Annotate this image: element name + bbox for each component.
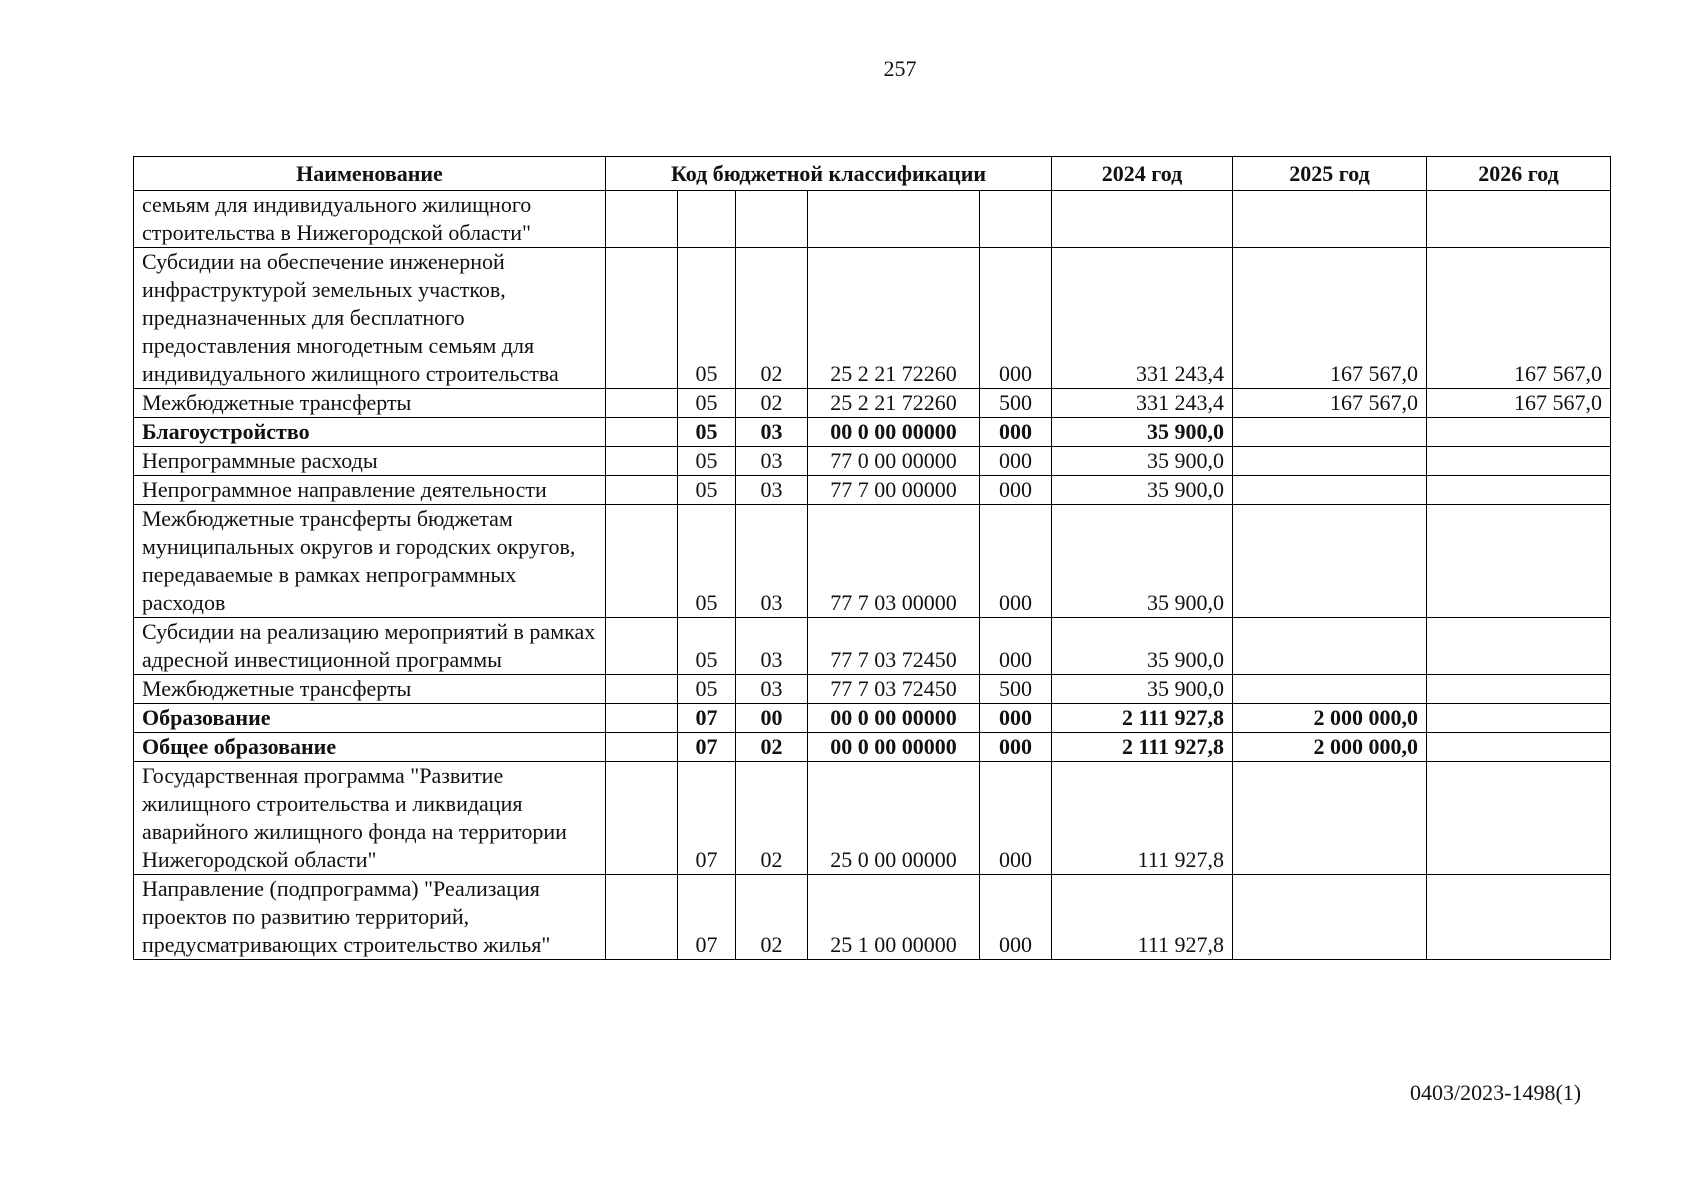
table-row: [134, 476, 1611, 505]
cell-2026: [1427, 191, 1611, 248]
cell-2024: 35 900,0: [1052, 505, 1233, 618]
cell-blank: [606, 762, 678, 875]
cell-section: 07: [678, 704, 736, 733]
cell-expense-type: 000: [980, 762, 1052, 875]
cell-name: Субсидии на реализацию мероприятий в рамках адресной инвестиционной программы: [134, 618, 606, 675]
cell-name: Благоустройство: [134, 418, 606, 447]
cell-2025: 167 567,0: [1233, 248, 1427, 389]
table-row: [134, 875, 1611, 960]
cell-2025: 2 000 000,0: [1233, 733, 1427, 762]
table-header-row: [134, 157, 1611, 191]
cell-subsection: 03: [736, 447, 808, 476]
cell-2026: [1427, 675, 1611, 704]
cell-2024: 35 900,0: [1052, 447, 1233, 476]
cell-target-article: 25 2 21 72260: [808, 248, 980, 389]
cell-name: Непрограммное направление деятельности: [134, 476, 606, 505]
cell-2026: [1427, 762, 1611, 875]
cell-blank: [606, 704, 678, 733]
cell-expense-type: 000: [980, 875, 1052, 960]
cell-2024: 2 111 927,8: [1052, 733, 1233, 762]
header-code: Код бюджетной классификации: [606, 157, 1052, 191]
cell-blank: [606, 389, 678, 418]
cell-expense-type: 000: [980, 704, 1052, 733]
cell-name: Общее образование: [134, 733, 606, 762]
cell-expense-type: 000: [980, 476, 1052, 505]
table-row: [134, 191, 1611, 248]
cell-section: 05: [678, 418, 736, 447]
cell-subsection: 03: [736, 675, 808, 704]
cell-section: 05: [678, 389, 736, 418]
cell-expense-type: 000: [980, 418, 1052, 447]
cell-2026: [1427, 618, 1611, 675]
cell-subsection: 02: [736, 733, 808, 762]
cell-subsection: 02: [736, 762, 808, 875]
cell-name: семьям для индивидуального жилищного строительства в Нижегородской области": [134, 191, 606, 248]
table-row: [134, 762, 1611, 875]
cell-target-article: 77 7 03 72450: [808, 675, 980, 704]
header-name: Наименование: [134, 157, 606, 191]
cell-section: [678, 191, 736, 248]
cell-2024: 111 927,8: [1052, 762, 1233, 875]
cell-expense-type: 000: [980, 618, 1052, 675]
document-code: 0403/2023-1498(1): [1410, 1080, 1582, 1105]
cell-section: 05: [678, 618, 736, 675]
cell-2025: 167 567,0: [1233, 389, 1427, 418]
cell-subsection: 03: [736, 505, 808, 618]
cell-2025: [1233, 762, 1427, 875]
cell-subsection: 03: [736, 618, 808, 675]
cell-2026: [1427, 875, 1611, 960]
cell-name: Образование: [134, 704, 606, 733]
cell-2025: [1233, 447, 1427, 476]
cell-2026: 167 567,0: [1427, 248, 1611, 389]
cell-section: 05: [678, 447, 736, 476]
cell-blank: [606, 875, 678, 960]
cell-2026: 167 567,0: [1427, 389, 1611, 418]
cell-2026: [1427, 447, 1611, 476]
table-row: [134, 447, 1611, 476]
cell-target-article: 77 7 03 00000: [808, 505, 980, 618]
cell-section: 05: [678, 248, 736, 389]
page-number: 257: [883, 56, 917, 81]
cell-blank: [606, 248, 678, 389]
cell-2024: 2 111 927,8: [1052, 704, 1233, 733]
table-row: [134, 618, 1611, 675]
cell-expense-type: [980, 191, 1052, 248]
cell-subsection: 03: [736, 418, 808, 447]
cell-name: Межбюджетные трансферты бюджетам муниципальных округов и городских округов, передаваемые в рамках непрограммных расходов: [134, 505, 606, 618]
cell-subsection: 02: [736, 248, 808, 389]
cell-2025: [1233, 675, 1427, 704]
cell-target-article: [808, 191, 980, 248]
cell-2026: [1427, 704, 1611, 733]
cell-2025: [1233, 418, 1427, 447]
cell-name: Государственная программа "Развитие жилищного строительства и ликвидация аварийного жилищного фонда на территории Нижегородской области": [134, 762, 606, 875]
cell-target-article: 25 0 00 00000: [808, 762, 980, 875]
cell-target-article: 00 0 00 00000: [808, 704, 980, 733]
cell-blank: [606, 505, 678, 618]
cell-section: 05: [678, 476, 736, 505]
table-row: [134, 733, 1611, 762]
cell-target-article: 25 1 00 00000: [808, 875, 980, 960]
budget-table: [133, 156, 1611, 960]
header-2024: 2024 год: [1052, 157, 1233, 191]
cell-2025: [1233, 505, 1427, 618]
cell-2025: [1233, 476, 1427, 505]
table-row: [134, 418, 1611, 447]
cell-2026: [1427, 476, 1611, 505]
cell-2026: [1427, 418, 1611, 447]
cell-expense-type: 000: [980, 447, 1052, 476]
cell-2025: [1233, 875, 1427, 960]
header-2025: 2025 год: [1233, 157, 1427, 191]
cell-subsection: 02: [736, 389, 808, 418]
cell-2024: 35 900,0: [1052, 418, 1233, 447]
cell-2024: 331 243,4: [1052, 248, 1233, 389]
cell-blank: [606, 733, 678, 762]
cell-2024: 35 900,0: [1052, 618, 1233, 675]
cell-subsection: 03: [736, 476, 808, 505]
cell-2025: [1233, 618, 1427, 675]
cell-section: 07: [678, 733, 736, 762]
cell-target-article: 00 0 00 00000: [808, 418, 980, 447]
cell-blank: [606, 476, 678, 505]
cell-blank: [606, 418, 678, 447]
cell-2026: [1427, 733, 1611, 762]
cell-2026: [1427, 505, 1611, 618]
cell-target-article: 77 0 00 00000: [808, 447, 980, 476]
cell-subsection: 00: [736, 704, 808, 733]
cell-target-article: 77 7 00 00000: [808, 476, 980, 505]
header-2026: 2026 год: [1427, 157, 1611, 191]
cell-target-article: 00 0 00 00000: [808, 733, 980, 762]
cell-2024: 111 927,8: [1052, 875, 1233, 960]
cell-blank: [606, 675, 678, 704]
cell-target-article: 77 7 03 72450: [808, 618, 980, 675]
cell-target-article: 25 2 21 72260: [808, 389, 980, 418]
cell-blank: [606, 447, 678, 476]
cell-2024: [1052, 191, 1233, 248]
table-row: [134, 675, 1611, 704]
cell-section: 07: [678, 875, 736, 960]
cell-name: Межбюджетные трансферты: [134, 389, 606, 418]
cell-name: Направление (подпрограмма) "Реализация проектов по развитию территорий, предусматривающих строительство жилья": [134, 875, 606, 960]
cell-expense-type: 500: [980, 675, 1052, 704]
table-row: [134, 505, 1611, 618]
cell-blank: [606, 618, 678, 675]
cell-section: 05: [678, 675, 736, 704]
cell-2024: 35 900,0: [1052, 675, 1233, 704]
cell-name: Межбюджетные трансферты: [134, 675, 606, 704]
cell-2025: 2 000 000,0: [1233, 704, 1427, 733]
cell-2024: 331 243,4: [1052, 389, 1233, 418]
table-body: [134, 191, 1611, 960]
cell-subsection: [736, 191, 808, 248]
cell-name: Непрограммные расходы: [134, 447, 606, 476]
cell-2024: 35 900,0: [1052, 476, 1233, 505]
cell-subsection: 02: [736, 875, 808, 960]
table-row: [134, 248, 1611, 389]
cell-expense-type: 500: [980, 389, 1052, 418]
cell-section: 07: [678, 762, 736, 875]
cell-section: 05: [678, 505, 736, 618]
cell-expense-type: 000: [980, 733, 1052, 762]
cell-name: Субсидии на обеспечение инженерной инфраструктурой земельных участков, предназначенных для бесплатного предоставления многодетным семьям для индивидуального жилищного строительства: [134, 248, 606, 389]
cell-expense-type: 000: [980, 505, 1052, 618]
cell-blank: [606, 191, 678, 248]
table-row: [134, 704, 1611, 733]
cell-2025: [1233, 191, 1427, 248]
table-row: [134, 389, 1611, 418]
cell-expense-type: 000: [980, 248, 1052, 389]
